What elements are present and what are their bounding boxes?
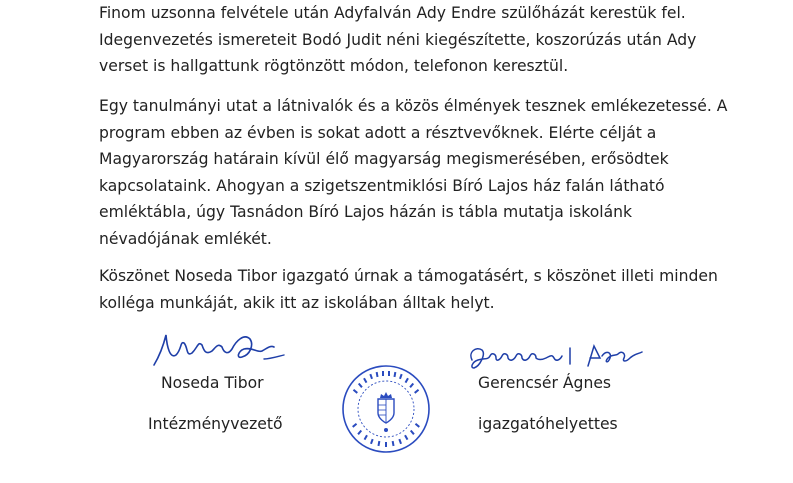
text-line: Köszönet Noseda Tibor igazgató úrnak a támogatásért, s köszönet illeti minden bbox=[99, 267, 718, 285]
paragraph-thanks bbox=[99, 263, 739, 316]
signatory-left-title: Intézményvezető bbox=[148, 415, 283, 433]
signatory-right-name: Gerencsér Ágnes bbox=[478, 374, 612, 392]
signatory-left-name: Noseda Tibor bbox=[161, 374, 264, 392]
text-line: névadójának emlékét. bbox=[99, 229, 272, 248]
text-line: verset is hallgattunk rögtönzött módon, telefonon keresztül. bbox=[99, 57, 569, 75]
signature-gerencser-agnes bbox=[466, 338, 646, 378]
paragraph-ady-visit bbox=[99, 0, 739, 80]
text-line: Egy tanulmányi utat a látnivalók és a közös élmények tesznek emlékezetessé. A bbox=[99, 97, 728, 115]
text-line: kapcsolataink. Ahogyan a szigetszentmiklósi Bíró Lajos ház falán látható bbox=[99, 176, 665, 195]
paragraph-trip-summary bbox=[99, 93, 739, 252]
text-line: Magyarország határain kívül élő magyarság megismerésében, erősödtek bbox=[99, 150, 669, 168]
text-line: Idegenvezetés ismereteit Bodó Judit néni kiegészítette, koszorúzás után Ady bbox=[99, 30, 697, 49]
signature-noseda-tibor bbox=[146, 325, 296, 373]
text-line: Finom uzsonna felvétele után Adyfalván Ady Endre szülőházát kerestük fel. bbox=[99, 4, 686, 22]
text-line: kolléga munkáját, akik itt az iskolában álltak helyt. bbox=[99, 293, 495, 312]
school-stamp bbox=[340, 363, 432, 455]
text-line: emléktábla, úgy Tasnádon Bíró Lajos házán is tábla mutatja iskolánk bbox=[99, 203, 633, 221]
text-line: program ebben az évben is sokat adott a résztvevőknek. Elérte célját a bbox=[99, 123, 657, 142]
signatory-right-title: igazgatóhelyettes bbox=[478, 415, 618, 433]
